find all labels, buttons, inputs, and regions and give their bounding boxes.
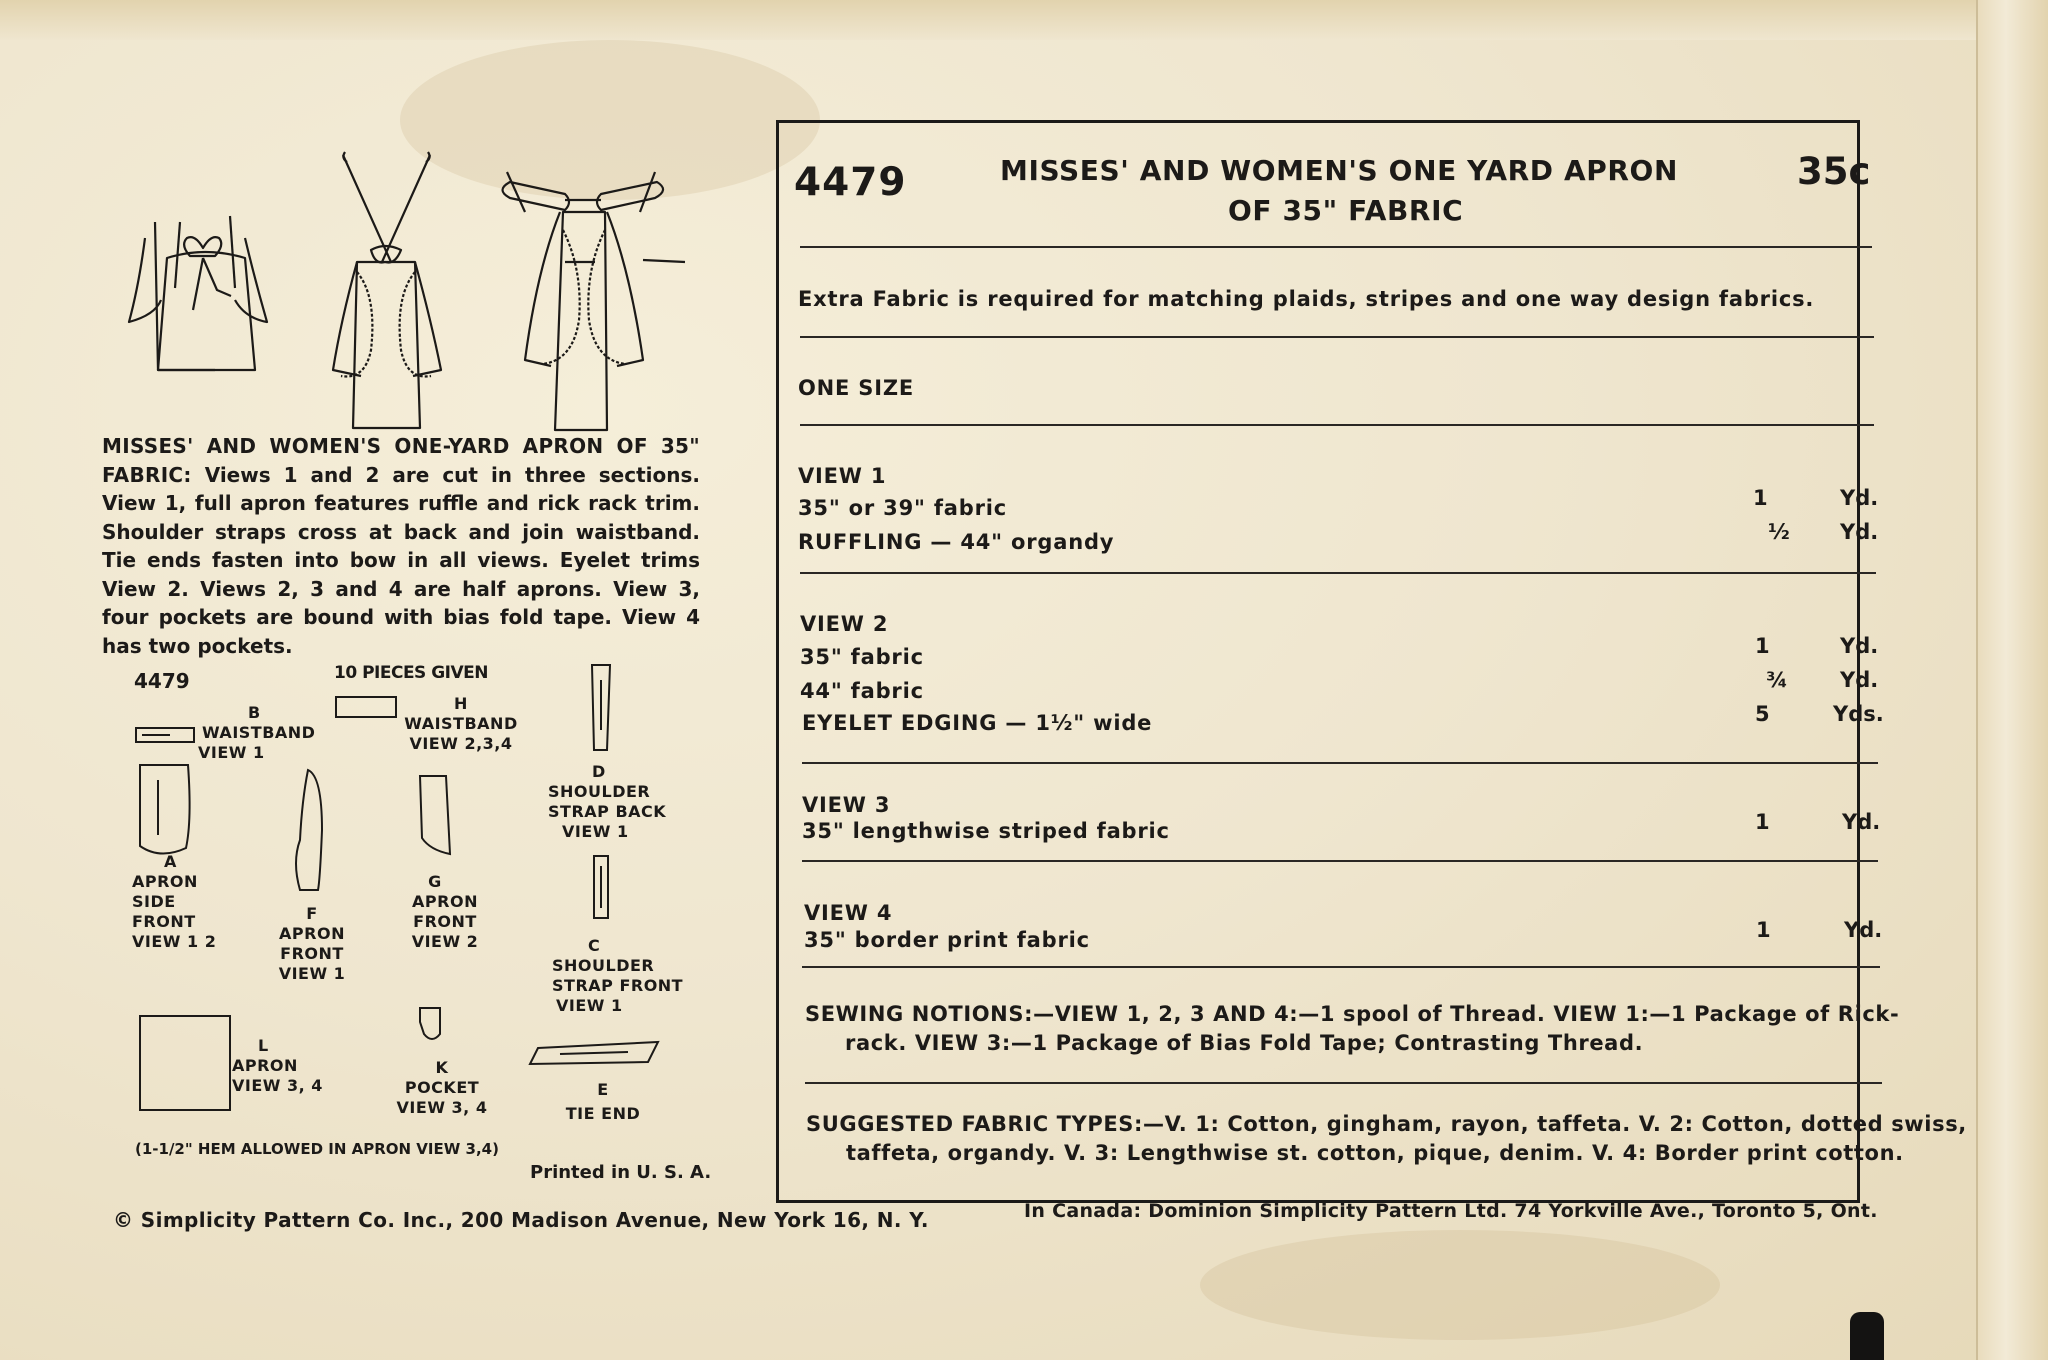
paper-stain bbox=[1200, 1230, 1720, 1340]
view-2-row-1-qty: 1 bbox=[1755, 634, 1770, 658]
view-1-row-1-unit: Yd. bbox=[1840, 486, 1879, 510]
view-3-title: VIEW 3 bbox=[802, 793, 891, 817]
piece-c-label: C SHOULDER STRAP FRONT VIEW 1 bbox=[552, 936, 684, 1015]
piece-a-outline bbox=[140, 765, 190, 854]
hem-note: (1-1/2" HEM ALLOWED IN APRON VIEW 3,4) bbox=[135, 1140, 499, 1158]
view-1-title: VIEW 1 bbox=[798, 464, 887, 488]
box-title-line1: MISSES' AND WOMEN'S ONE YARD APRON bbox=[1000, 154, 1678, 187]
envelope-flap-top bbox=[0, 0, 2048, 40]
apron-views-illustration bbox=[95, 150, 735, 440]
piece-h-label: H WAISTBAND VIEW 2,3,4 bbox=[404, 694, 518, 753]
view-1-row-2-unit: Yd. bbox=[1840, 520, 1879, 544]
envelope-flap-right bbox=[1976, 0, 2048, 1360]
view-2-row-3-qty: 5 bbox=[1755, 702, 1770, 726]
divider bbox=[802, 762, 1878, 764]
pattern-number-small: 4479 bbox=[134, 669, 190, 693]
copyright-line: © Simplicity Pattern Co. Inc., 200 Madison Avenue, New York 16, N. Y. bbox=[113, 1208, 929, 1232]
extra-fabric-note: Extra Fabric is required for matching plaids, stripes and one way design fabrics. bbox=[798, 287, 1815, 311]
printed-in: Printed in U. S. A. bbox=[530, 1162, 712, 1183]
view-2-row-3-label: EYELET EDGING — 1½" wide bbox=[802, 711, 1153, 735]
envelope-corner-mark bbox=[1850, 1312, 1884, 1360]
description-body: Views 1 and 2 are cut in three sections. View 1, full apron features ruffle and rick rack trim. Shoulder straps cross at back and join waistband. Tie ends fasten into bow in all views. Eyelet trims View 2. Views 2, 3 and 4 are half aprons. View 3, four pockets are bound with bias fold tape. View 4 has two pockets. bbox=[102, 462, 700, 658]
divider bbox=[805, 1082, 1882, 1084]
description-title: MISSES' AND WOMEN'S ONE-YARD APRON OF 35" FABRIC: bbox=[102, 434, 700, 487]
view-1-row-1-qty: 1 bbox=[1753, 486, 1768, 510]
view-4-row-1-qty: 1 bbox=[1756, 918, 1771, 942]
pattern-description bbox=[102, 432, 700, 660]
view-2-row-1-label: 35" fabric bbox=[800, 645, 924, 669]
view-2-row-1-unit: Yd. bbox=[1840, 634, 1879, 658]
pieces-given: 10 PIECES GIVEN bbox=[334, 663, 488, 683]
piece-g-label: G APRON FRONT VIEW 2 bbox=[411, 872, 479, 951]
divider bbox=[802, 860, 1878, 862]
sewing-notions: SEWING NOTIONS:—VIEW 1, 2, 3 AND 4:—1 spool of Thread. VIEW 1:—1 Package of Rick- rack. VIEW 3:—1 Package of Bias Fold Tape; Contrasting Thread. bbox=[805, 1002, 1900, 1055]
divider bbox=[800, 424, 1874, 426]
view-3-row-1-label: 35" lengthwise striped fabric bbox=[802, 819, 1170, 843]
divider bbox=[802, 966, 1880, 968]
piece-a-label: A APRON SIDE FRONT VIEW 1 2 bbox=[132, 852, 217, 951]
view-2-title: VIEW 2 bbox=[800, 612, 889, 636]
view-2-row-2-label: 44" fabric bbox=[800, 679, 924, 703]
view-2-row-2-qty: ¾ bbox=[1766, 668, 1788, 692]
view-3-row-1-qty: 1 bbox=[1755, 810, 1770, 834]
piece-d-label: D SHOULDER STRAP BACK VIEW 1 bbox=[548, 762, 667, 841]
piece-k-label: K POCKET VIEW 3, 4 bbox=[396, 1058, 488, 1117]
view-1-row-2-label: RUFFLING — 44" organdy bbox=[798, 530, 1115, 554]
view-3-row-1-unit: Yd. bbox=[1842, 810, 1881, 834]
divider bbox=[800, 336, 1874, 338]
view-4-row-1-label: 35" border print fabric bbox=[804, 928, 1090, 952]
view-2-row-2-unit: Yd. bbox=[1840, 668, 1879, 692]
piece-f-label: F APRON FRONT VIEW 1 bbox=[278, 904, 346, 983]
piece-b-label: B WAISTBAND VIEW 1 bbox=[198, 703, 316, 762]
price: 35c bbox=[1797, 150, 1871, 193]
view-4-row-1-unit: Yd. bbox=[1844, 918, 1883, 942]
canada-line: In Canada: Dominion Simplicity Pattern Ltd. 74 Yorkville Ave., Toronto 5, Ont. bbox=[1024, 1200, 1878, 1222]
divider bbox=[800, 246, 1872, 248]
piece-k-outline bbox=[420, 1008, 440, 1039]
piece-l-outline bbox=[140, 1016, 230, 1110]
piece-l-label: L APRON VIEW 3, 4 bbox=[232, 1036, 323, 1095]
size-label: ONE SIZE bbox=[798, 376, 914, 400]
view-1-row-1-label: 35" or 39" fabric bbox=[798, 496, 1007, 520]
view-1-row-2-qty: ½ bbox=[1768, 520, 1790, 544]
divider bbox=[800, 572, 1876, 574]
piece-g-outline bbox=[420, 776, 450, 854]
suggested-fabric-types: SUGGESTED FABRIC TYPES:—V. 1: Cotton, gingham, rayon, taffeta. V. 2: Cotton, dotted swiss, taffeta, organdy. V. 3: Lengthwise st. cotton, pique, denim. V. 4: Border print cotton. bbox=[806, 1112, 1967, 1165]
box-pattern-number: 4479 bbox=[794, 160, 907, 205]
piece-e-label: E TIE END bbox=[565, 1080, 641, 1123]
view-2-row-3-unit: Yds. bbox=[1833, 702, 1884, 726]
piece-f-outline bbox=[296, 770, 322, 890]
view-4-title: VIEW 4 bbox=[804, 901, 893, 925]
box-title-line2: OF 35" FABRIC bbox=[1228, 194, 1464, 227]
